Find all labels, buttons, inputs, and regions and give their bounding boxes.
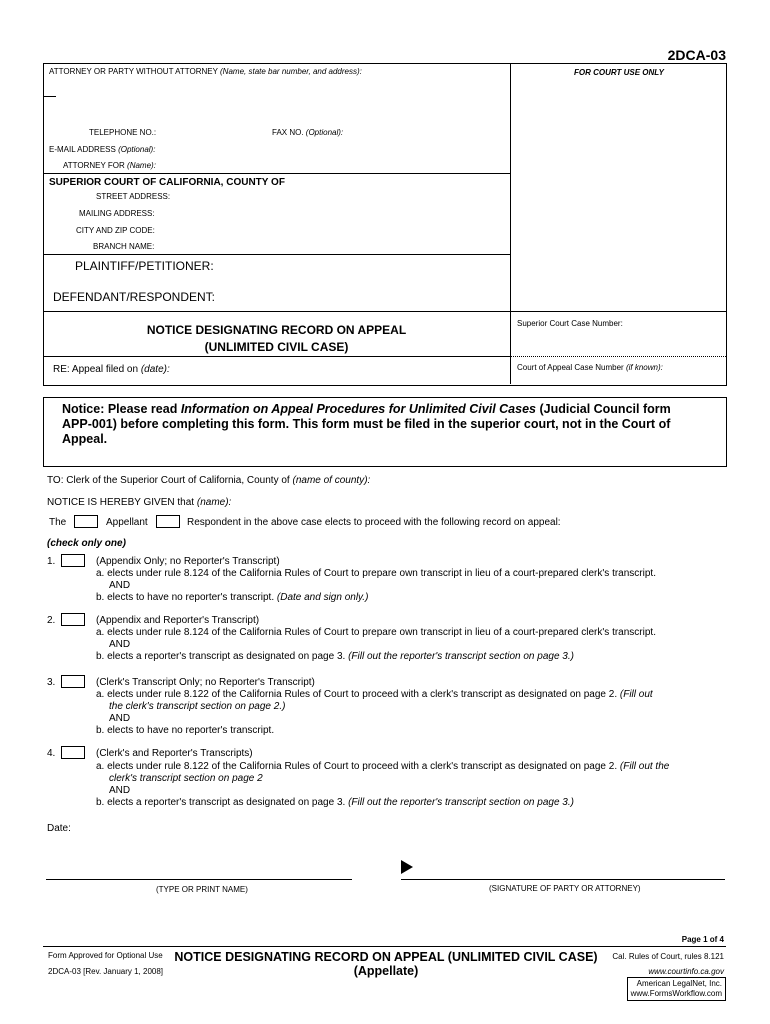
footer-line <box>43 946 726 947</box>
option3-a-hint: (Fill out <box>619 689 653 700</box>
fax-hint: (Optional): <box>305 128 344 137</box>
option4-number: 4. <box>47 748 56 759</box>
appeal-case-hint: (if known): <box>625 363 663 372</box>
notice-part2: Information on Appeal Procedures for Unlimited Civil Cases <box>180 402 536 416</box>
attorney-for-text: ATTORNEY FOR <box>63 161 125 170</box>
footer-title <box>166 950 606 978</box>
court-use-label: FOR COURT USE ONLY <box>574 68 664 77</box>
url-link[interactable]: www.courtinfo.ca.gov <box>648 967 724 976</box>
option2-number: 2. <box>47 615 56 626</box>
street-label: STREET ADDRESS: <box>96 192 171 201</box>
option4-checkbox[interactable] <box>61 746 85 759</box>
appellant-label: Appellant <box>106 517 148 528</box>
option1-b-text: b. elects to have no reporter's transcript. <box>96 592 275 603</box>
legalnet-url[interactable]: www.FormsWorkflow.com <box>630 989 722 998</box>
form-id: 2DCA-03 <box>667 47 726 63</box>
option1-checkbox[interactable] <box>61 554 85 567</box>
fax-label <box>272 128 343 137</box>
email-hint: (Optional): <box>118 145 156 154</box>
superior-case-label: Superior Court Case Number: <box>517 319 623 328</box>
fax-text: FAX NO. <box>272 128 304 137</box>
option2-b <box>96 651 574 662</box>
signature-arrow-icon <box>401 860 413 874</box>
respondent-checkbox[interactable] <box>156 515 180 528</box>
to-clerk-hint: (name of county): <box>292 475 371 486</box>
page-number: Page 1 of 4 <box>681 935 724 944</box>
dotted-rule <box>510 356 726 357</box>
option1-and: AND <box>109 580 131 591</box>
rules-label: Cal. Rules of Court, rules 8.121 <box>612 952 724 961</box>
option4-b-text: b. elects a reporter's transcript as designated on page 3. <box>96 797 346 808</box>
notice-part4: APP-001) before completing this form. This form must be filed in the superior court, not in the Court of <box>62 417 671 431</box>
footer-title-main: NOTICE DESIGNATING RECORD ON APPEAL (UNLIMITED CIVIL CASE) <box>174 950 598 964</box>
attorney-for-label <box>63 161 156 170</box>
rule <box>43 254 510 255</box>
to-clerk-text: TO: Clerk of the Superior Court of California, County of <box>47 475 290 486</box>
option1-a: a. elects under rule 8.124 of the California Rules of Court to prepare own transcript in lieu of a court-prepared clerk's transcript. <box>96 568 656 579</box>
notice-text <box>62 402 712 447</box>
plaintiff-label: PLAINTIFF/PETITIONER: <box>75 259 214 273</box>
email-label <box>49 145 155 154</box>
option3-b: b. elects to have no reporter's transcript. <box>96 725 275 736</box>
notice-part3: (Judicial Council form <box>535 402 671 416</box>
respondent-label: Respondent in the above case elects to proceed with the following record on appeal: <box>187 517 561 528</box>
court-title: SUPERIOR COURT OF CALIFORNIA, COUNTY OF <box>49 177 285 188</box>
option2-and: AND <box>109 639 131 650</box>
rule <box>43 311 726 312</box>
option4-and: AND <box>109 785 131 796</box>
attorney-label <box>49 67 362 76</box>
attorney-label-hint: (Name, state bar number, and address): <box>220 67 362 76</box>
signature-label: (SIGNATURE OF PARTY OR ATTORNEY) <box>489 884 641 893</box>
option2-checkbox[interactable] <box>61 613 85 626</box>
branch-label: BRANCH NAME: <box>93 242 155 251</box>
attorney-for-hint: (Name): <box>127 161 156 170</box>
attorney-label-text: ATTORNEY OR PARTY WITHOUT ATTORNEY <box>49 67 218 76</box>
option2-b-hint: (Fill out the reporter's transcript section on page 3.) <box>348 651 574 662</box>
defendant-label: DEFENDANT/RESPONDENT: <box>53 290 216 304</box>
appeal-case-text: Court of Appeal Case Number <box>517 363 624 372</box>
option4-a-hint2: clerk's transcript section on page 2 <box>109 773 263 784</box>
notice-given <box>47 497 231 508</box>
notice-part5: Appeal. <box>62 432 108 446</box>
check-only-label: (check only one) <box>47 538 126 549</box>
option4-title: (Clerk's and Reporter's Transcripts) <box>96 748 253 759</box>
option2-a: a. elects under rule 8.124 of the California Rules of Court to prepare own transcript in lieu of a court-prepared clerk's transcript. <box>96 627 656 638</box>
appeal-case-label <box>517 363 663 372</box>
legalnet-stamp <box>627 977 726 1001</box>
form-title-line2: (UNLIMITED CIVIL CASE) <box>204 340 349 354</box>
legalnet-name: American LegalNet, Inc. <box>636 979 722 988</box>
option3-number: 3. <box>47 677 56 688</box>
name-line <box>46 879 352 880</box>
telephone-label: TELEPHONE NO.: <box>89 128 157 137</box>
header-divider <box>510 63 511 384</box>
option4-b-hint: (Fill out the reporter's transcript section on page 3.) <box>348 797 574 808</box>
city-label: CITY AND ZIP CODE: <box>76 226 155 235</box>
option3-a-hint2: the clerk's transcript section on page 2.) <box>109 701 286 712</box>
option4-a <box>96 761 669 772</box>
option3-a <box>96 689 653 700</box>
notice-given-text: NOTICE IS HEREBY GIVEN that <box>47 497 195 508</box>
rule <box>43 356 510 357</box>
option3-checkbox[interactable] <box>61 675 85 688</box>
option3-title: (Clerk's Transcript Only; no Reporter's Transcript) <box>96 677 315 688</box>
option1-number: 1. <box>47 556 56 567</box>
type-name-label: (TYPE OR PRINT NAME) <box>156 885 248 894</box>
option4-a-hint: (Fill out the <box>619 761 670 772</box>
rule <box>43 173 510 174</box>
option4-a-text: a. elects under rule 8.122 of the California Rules of Court to proceed with a clerk's transcript as designated on page 2. <box>96 761 618 772</box>
option1-title: (Appendix Only; no Reporter's Transcript) <box>96 556 280 567</box>
footer-subtitle: (Appellate) <box>353 964 419 978</box>
appellant-checkbox[interactable] <box>74 515 98 528</box>
option2-b-text: b. elects a reporter's transcript as designated on page 3. <box>96 651 346 662</box>
option2-title: (Appendix and Reporter's Transcript) <box>96 615 260 626</box>
re-appeal-text: RE: Appeal filed on <box>53 364 139 375</box>
option1-b <box>96 592 368 603</box>
date-label: Date: <box>47 823 71 834</box>
form-title <box>43 322 510 356</box>
option4-b <box>96 797 574 808</box>
re-appeal-hint: (date): <box>140 364 170 375</box>
to-clerk <box>47 475 370 486</box>
form-title-line1: NOTICE DESIGNATING RECORD ON APPEAL <box>146 323 407 337</box>
short-line <box>43 96 56 97</box>
re-appeal-label <box>53 364 170 375</box>
signature-line <box>401 879 725 880</box>
notice-given-hint: (name): <box>196 497 232 508</box>
revision-label: 2DCA-03 [Rev. January 1, 2008] <box>48 967 164 976</box>
approved-label: Form Approved for Optional Use <box>48 951 163 960</box>
option3-a-text: a. elects under rule 8.122 of the California Rules of Court to proceed with a clerk's transcript as designated on page 2. <box>96 689 618 700</box>
the-label: The <box>49 517 67 528</box>
option3-and: AND <box>109 713 131 724</box>
email-text: E-MAIL ADDRESS <box>49 145 116 154</box>
notice-part1: Notice: Please read <box>62 402 181 416</box>
mailing-label: MAILING ADDRESS: <box>79 209 155 218</box>
option1-b-hint: (Date and sign only.) <box>276 592 369 603</box>
